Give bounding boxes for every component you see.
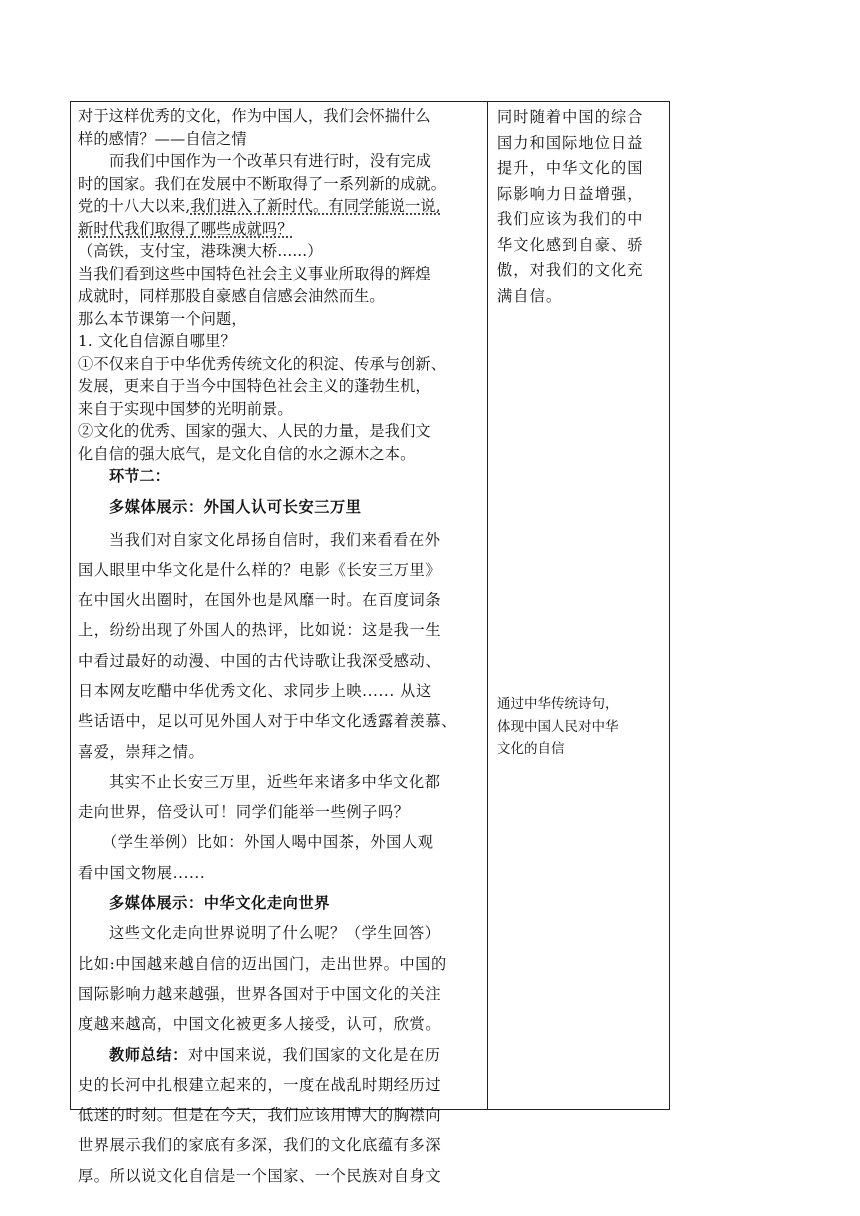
paragraph-line: 日本网友吃醋中华优秀文化、求同步上映...... 从这 [78, 681, 432, 700]
paragraph-line: 中看过最好的动漫、中国的古代诗歌让我深受感动、 [78, 651, 442, 670]
answer-line: 化自信的强大底气，是文化自信的水之源木之本。 [78, 444, 416, 463]
paragraph-line [78, 195, 484, 218]
note-line: 满自信。 [497, 286, 563, 305]
paragraph-line: 厚。所以说文化自信是一个国家、一个民族对自身文 [78, 1166, 442, 1185]
paragraph-line: 国际影响力越来越强，世界各国对于中国文化的关注 [78, 984, 442, 1003]
underlined-text: 新时代我们取得了哪些成就吗？ [78, 219, 293, 238]
paragraph-line: 度越来越高，中国文化被更多人接受，认可，欣赏。 [78, 1015, 442, 1034]
paragraph-line: （高铁，支付宝，港珠澳大桥......） [78, 242, 323, 260]
paragraph-line: 样的感情？——自信之情 [78, 129, 247, 148]
media-heading: 多媒体展示：中华文化走向世界 [109, 894, 331, 913]
answer-line: ①不仅来自于中华优秀传统文化的积淀、传承与创新、 [78, 354, 447, 373]
paragraph-line: 世界展示我们的家底有多深，我们的文化底蕴有多深 [78, 1136, 442, 1155]
answer-line: ②文化的优秀、国家的强大、人民的力量，是我们文 [78, 422, 431, 440]
note-line: 傲，对我们的文化充 [497, 261, 644, 279]
text-span: 对中国来说，我们国家的文化是在历 [187, 1045, 441, 1064]
paragraph-line: 喜爱，崇拜之情。 [78, 742, 205, 761]
paragraph-line: 在中国火出圈时，在国外也是风靡一时。在百度词条 [78, 591, 442, 610]
paragraph-line: 看中国文物展...... [78, 863, 206, 882]
paragraph-line: 当我们看到这些中国特色社会主义事业所取得的辉煌 [78, 264, 431, 283]
paragraph-line: 些话语中，足以可见外国人对于中华文化透露着羡慕、 [78, 712, 457, 731]
spacer [497, 309, 665, 693]
paragraph-line: 走向世界，倍受认可！同学们能举一些例子吗？ [78, 803, 410, 822]
paragraph-line: 当我们对自家文化昂扬自信时，我们来看看在外 [109, 530, 441, 549]
paragraph-line: 上，纷纷出现了外国人的热评，比如说：这是我一生 [78, 621, 442, 640]
answer-line: 来自于实现中国梦的光明前景。 [78, 399, 293, 418]
media-heading: 多媒体展示：外国人认可长安三万里 [109, 497, 362, 516]
note-line: 体现中国人民对中华 [497, 718, 619, 735]
design-intent-column [497, 105, 665, 761]
paragraph-line [78, 218, 484, 241]
paragraph-line: 成就时，同样那股自豪感自信感会油然而生。 [78, 287, 385, 305]
note-line: 通过中华传统诗句， [497, 696, 619, 712]
note-line: 国力和国际地位日益 [497, 133, 644, 152]
section-heading: 环节二： [109, 467, 170, 485]
summary-label: 教师总结： [109, 1045, 188, 1064]
answer-line: 发展，更来自于当今中国特色社会主义的蓬勃生机， [78, 377, 431, 395]
paragraph-line: 这些文化走向世界说明了什么呢？（学生回答） [109, 924, 441, 943]
note-line: 同时随着中国的综合 [497, 108, 644, 126]
paragraph-line: 低迷的时刻。但是在今天，我们应该用博大的胸襟向 [78, 1106, 442, 1125]
underlined-text: 我们进入了新时代。有同学能说一说, [190, 197, 441, 215]
note-line: 文化的自信 [497, 741, 565, 757]
note-line: 际影响力日益增强， [497, 184, 644, 203]
paragraph-line: 其实不止长安三万里，近些年来诸多中华文化都 [109, 772, 441, 791]
paragraph-line: 史的长河中扎根建立起来的，一度在战乱时期经历过 [78, 1075, 442, 1094]
paragraph-line: （学生举例）比如：外国人喝中国茶，外国人观 [102, 833, 434, 852]
paragraph-line: 时的国家。我们在发展中不断取得了一系列新的成就。 [78, 174, 447, 193]
paragraph-line: 那么本节课第一个问题， [78, 309, 247, 328]
note-line: 我们应该为我们的中 [497, 210, 644, 228]
note-line: 提升，中华文化的国 [497, 159, 644, 177]
column-divider [487, 102, 488, 1109]
paragraph-line: 比如:中国越来越自信的迈出国门，走出世界。中国的 [78, 954, 447, 973]
paragraph-line: 对于这样优秀的文化，作为中国人，我们会怀揣什么 [78, 107, 431, 125]
text-span: 党的十八大以来, [78, 197, 191, 215]
question-heading: 1. 文化自信源自哪里？ [78, 332, 236, 350]
paragraph-line [78, 1040, 484, 1070]
paragraph-line: 国人眼里中华文化是什么样的？电影《长安三万里》 [78, 560, 442, 579]
paragraph-line: 而我们中国作为一个改革只有进行时，没有完成 [109, 152, 432, 170]
lesson-plan-table [70, 101, 670, 1185]
note-line: 华文化感到自豪、骄 [497, 235, 644, 254]
teaching-process-column [78, 105, 484, 1191]
